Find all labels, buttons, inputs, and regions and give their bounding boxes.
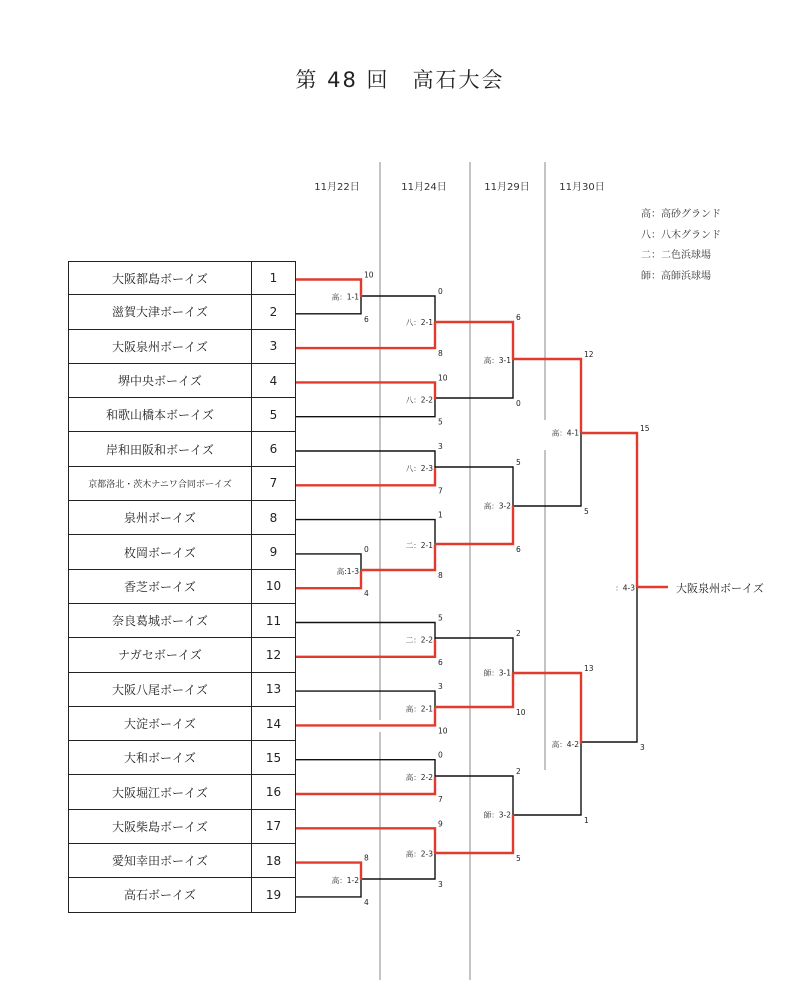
game-label: 二：2-1 (405, 540, 433, 550)
team-row (68, 432, 296, 466)
game-score: 1 (584, 816, 589, 825)
team-seed: 6 (269, 442, 278, 457)
game-score: 1 (438, 510, 443, 520)
game-score: 5 (438, 613, 443, 623)
team-seed: 2 (269, 304, 278, 319)
team-row (68, 844, 296, 878)
bracket-line (581, 433, 637, 588)
game-label: 高：3-1 (483, 356, 511, 365)
game-score: 10 (438, 373, 448, 383)
page-title: 第 48 回 高石大会 (295, 68, 505, 92)
bracket-line (435, 776, 513, 815)
game-score: 10 (438, 726, 448, 736)
date-round-1: 11月22日 (314, 182, 360, 193)
team-name: 香芝ボーイズ (69, 570, 252, 603)
game-score: 8 (438, 349, 443, 359)
game-label: 師：3-1 (483, 668, 511, 678)
game-score: 10 (516, 708, 526, 717)
team-row (68, 570, 296, 604)
team-row (68, 330, 296, 364)
game-score: 0 (364, 544, 369, 554)
team-seed: 10 (265, 579, 282, 594)
team-name: 和歌山橋本ボーイズ (69, 398, 252, 431)
date-round-2: 11月24日 (401, 182, 447, 193)
game-label: 高：2-1 (405, 704, 433, 714)
team-seed: 14 (265, 716, 282, 731)
bracket-line (513, 433, 581, 507)
game-score: 3 (438, 682, 443, 692)
team-seed: 1 (269, 271, 278, 286)
game-score: 2 (516, 629, 521, 638)
team-seed: 15 (265, 750, 282, 765)
game-score: 0 (516, 399, 521, 408)
game-score: 0 (438, 287, 443, 296)
bracket-line (513, 359, 581, 433)
team-row (68, 741, 296, 775)
team-row (68, 707, 296, 741)
team-row (68, 261, 296, 295)
game-score: 7 (438, 795, 443, 804)
game-score: 3 (640, 743, 645, 752)
game-score: 5 (584, 507, 589, 516)
game-score: 6 (516, 545, 521, 554)
team-seed: 19 (265, 887, 282, 902)
game-score: 13 (584, 664, 594, 673)
game-label: 高：3-2 (483, 501, 511, 511)
champion-label: 大阪泉州ボーイズ (676, 582, 764, 595)
bracket-line (435, 322, 513, 360)
team-name: 大淀ボーイズ (69, 707, 252, 740)
team-row (68, 295, 296, 329)
team-name: 岸和田阪和ボーイズ (69, 432, 252, 465)
game-label: 高：1-1 (331, 292, 359, 302)
team-seed: 18 (265, 853, 282, 868)
game-score: 3 (438, 442, 443, 451)
game-score: 5 (438, 417, 443, 427)
team-seed: 3 (269, 339, 278, 354)
team-row (68, 638, 296, 672)
game-label: 師：3-2 (483, 810, 511, 820)
game-score: 8 (364, 853, 369, 863)
team-seed: 17 (265, 819, 282, 834)
team-name: 大阪八尾ボーイズ (69, 673, 252, 706)
team-seed: 16 (265, 785, 282, 800)
date-round-3: 11月29日 (484, 182, 530, 193)
game-score: 7 (438, 486, 443, 496)
team-row (68, 673, 296, 707)
team-seed: 9 (269, 545, 278, 560)
game-score: 5 (516, 854, 521, 863)
team-row (68, 501, 296, 535)
team-row (68, 604, 296, 638)
team-name: 大阪柴島ボーイズ (69, 810, 252, 843)
game-score: 9 (438, 819, 443, 829)
game-label: 八：2-2 (405, 395, 433, 405)
bracket-line (513, 744, 581, 815)
team-seed: 8 (269, 510, 278, 525)
team-name: 大和ボーイズ (69, 741, 252, 774)
game-label: 二：2-2 (405, 635, 433, 645)
team-row (68, 535, 296, 569)
team-name: 京都洛北・茨木ナニワ合同ボーイズ (69, 467, 252, 500)
game-label: 高：4-1 (551, 428, 579, 438)
team-name: 泉州ボーイズ (69, 501, 252, 534)
team-name: 愛知幸田ボーイズ (69, 844, 252, 877)
game-score: 12 (584, 350, 594, 359)
team-row (68, 398, 296, 432)
game-label: 高：1-2 (331, 875, 359, 885)
game-score: 6 (516, 313, 521, 322)
game-label: 高:1-3 (336, 567, 359, 577)
team-seed: 7 (269, 476, 278, 491)
team-row (68, 878, 296, 912)
team-table (68, 261, 296, 913)
game-score: 0 (438, 750, 443, 760)
team-name: 滋賀大津ボーイズ (69, 295, 252, 328)
game-score: 10 (364, 270, 374, 280)
team-seed: 13 (265, 682, 282, 697)
team-seed: 12 (265, 647, 282, 662)
legend-item-takashinohama: 師：高師浜球場 (641, 270, 711, 282)
game-score: 4 (364, 589, 369, 599)
team-name: 大阪都島ボーイズ (69, 262, 252, 294)
team-row (68, 775, 296, 809)
team-name: 堺中央ボーイズ (69, 364, 252, 397)
game-label: 高：4-2 (551, 740, 579, 749)
game-label: 高：2-3 (405, 849, 433, 859)
game-score: 15 (640, 424, 650, 433)
game-score: 3 (438, 880, 443, 889)
legend-item-nishikihama: 二：二色浜球場 (641, 250, 711, 261)
team-row (68, 810, 296, 844)
bracket-line (435, 467, 513, 506)
game-label: 高：2-2 (405, 772, 433, 782)
game-score: 6 (438, 657, 443, 667)
game-score: 2 (516, 767, 521, 776)
game-score: 4 (364, 897, 369, 907)
bracket-line (435, 815, 513, 854)
bracket-line (435, 673, 513, 708)
team-name: 高石ボーイズ (69, 878, 252, 911)
date-round-4: 11月30日 (559, 182, 605, 193)
game-score: 5 (516, 458, 521, 467)
bracket-line (435, 638, 513, 673)
game-label: 八：2-1 (405, 318, 433, 328)
team-name: 大阪泉州ボーイズ (69, 330, 252, 363)
game-score: 6 (364, 314, 369, 324)
team-name: 大阪堀江ボーイズ (69, 775, 252, 808)
game-score: 8 (438, 571, 443, 580)
game-label: 八：2-3 (405, 464, 433, 474)
team-row (68, 467, 296, 501)
team-name: 奈良葛城ボーイズ (69, 604, 252, 637)
legend-item-yagi: 八：八木グランド (641, 229, 721, 241)
legend-item-takasago: 高：高砂グランド (641, 209, 721, 220)
bracket-line (435, 506, 513, 545)
team-seed: 11 (265, 613, 282, 628)
team-seed: 4 (269, 373, 278, 388)
game-label: ：4-3 (615, 583, 635, 593)
team-seed: 5 (269, 407, 278, 422)
team-name: 枚岡ボーイズ (69, 535, 252, 568)
team-row (68, 364, 296, 398)
team-name: ナガセボーイズ (69, 638, 252, 671)
